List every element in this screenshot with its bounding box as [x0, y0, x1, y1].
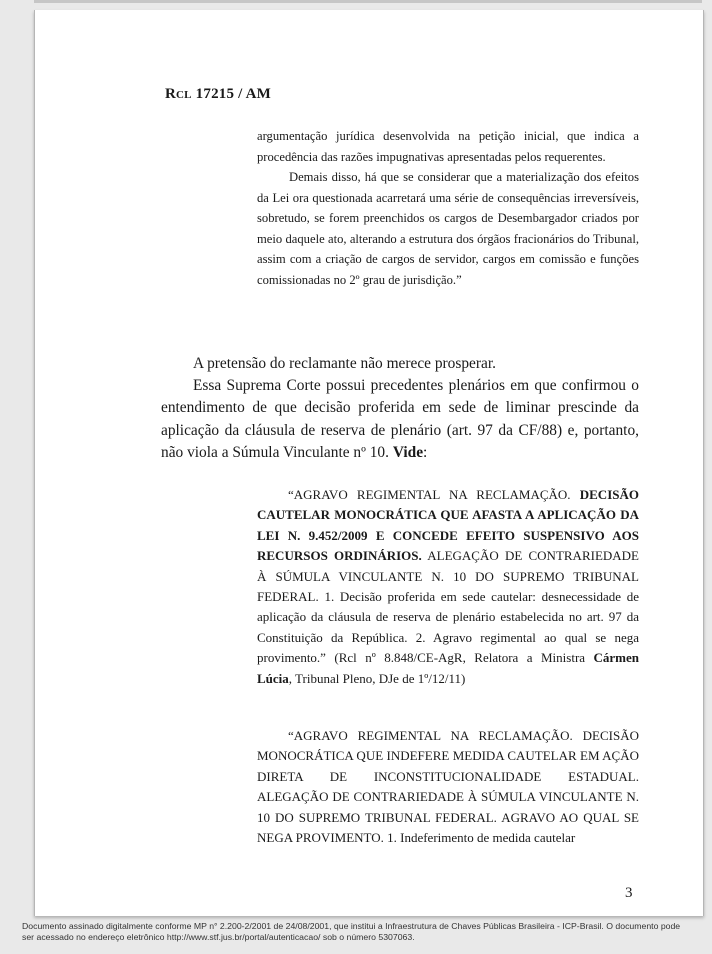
body-paragraph-text: Essa Suprema Corte possui precedentes plenários em que confirmou o entendimento de que decisão proferida em sede de liminar prescinde da aplicação da cláusula de reserva de plenário (art. 97 da CF/88) e, portanto, não viola a Súmula Vinculante nº 10.: [161, 377, 639, 461]
body-paragraph-end: :: [423, 443, 428, 461]
quote-text: “AGRAVO REGIMENTAL NA RECLAMAÇÃO.: [288, 487, 571, 502]
body-paragraph: A pretensão do reclamante não merece prosperar.: [193, 355, 496, 372]
case-prefix: Rcl: [165, 86, 192, 102]
document-page: [34, 10, 704, 916]
block-quote-precedent-1: [257, 485, 639, 689]
block-quote-petition: [257, 126, 639, 290]
page-top-edge: [34, 0, 702, 3]
quote-paragraph: argumentação jurídica desenvolvida na petição inicial, que indica a procedência das razões impugnativas apresentadas pelos requerentes.: [257, 129, 639, 164]
main-body-text: [161, 353, 639, 464]
quote-citation-end: , Tribunal Pleno, DJe de 1º/12/11): [288, 670, 466, 686]
page-number: 3: [625, 885, 633, 901]
digital-signature-footer: Documento assinado digitalmente conforme MP n° 2.200-2/2001 de 24/08/2001, que institui a Infraestrutura de Chaves Públicas Brasileira - ICP-Brasil. O documento pode ser acessado no endereço eletrônico http://www.stf.jus.br/portal/autenticacao/ sob o número 5307063.: [22, 921, 681, 942]
block-quote-precedent-2: [257, 726, 639, 848]
quote-text: ALEGAÇÃO DE CONTRARIEDADE À SÚMULA VINCULANTE N. 10 DO SUPREMO TRIBUNAL FEDERAL. 1. Decisão proferida em sede cautelar: desnecessidade de aplicação da cláusula de reserva de plenário estabelecida no art. 97 da Constituição da República. 2. Agravo regimental ao qual se nega provimento.” (Rcl nº 8.848/CE-AgR, Relatora a Ministra: [257, 548, 639, 666]
vide-label: Vide: [392, 443, 424, 461]
quote-paragraph: [257, 485, 639, 689]
body-paragraph: [161, 375, 639, 464]
case-header: [165, 86, 271, 103]
quote-bold-text: DECISÃO CAUTELAR MONOCRÁTICA QUE AFASTA A APLICAÇÃO DA LEI N. 9.452/2009 E CONCEDE EFEITO SUSPENSIVO AOS RECURSOS ORDINÁRIOS.: [257, 487, 639, 564]
quote-paragraph: Demais disso, há que se considerar que a materialização dos efeitos da Lei ora questionada acarretará uma série de consequências irreversíveis, sobretudo, se forem preenchidos os cargos de Desembargador criados por meio daquele ato, alterando a estrutura dos órgãos fracionários do Tribunal, assim com a criação de cargos de servidor, cargos em comissão e funções comissionadas no 2º grau de jurisdição.”: [257, 170, 639, 287]
case-number: 17215 / AM: [195, 86, 272, 102]
quote-paragraph: “AGRAVO REGIMENTAL NA RECLAMAÇÃO. DECISÃO MONOCRÁTICA QUE INDEFERE MEDIDA CAUTELAR EM AÇÃO DIRETA DE INCONSTITUCIONALIDADE ESTADUAL. ALEGAÇÃO DE CONTRARIEDADE À SÚMULA VINCULANTE N. 10 DO SUPREMO TRIBUNAL FEDERAL. AGRAVO AO QUAL SE NEGA PROVIMENTO. 1. Indeferimento de medida cautelar: [257, 728, 639, 846]
minister-name: Cármen Lúcia: [257, 650, 639, 686]
